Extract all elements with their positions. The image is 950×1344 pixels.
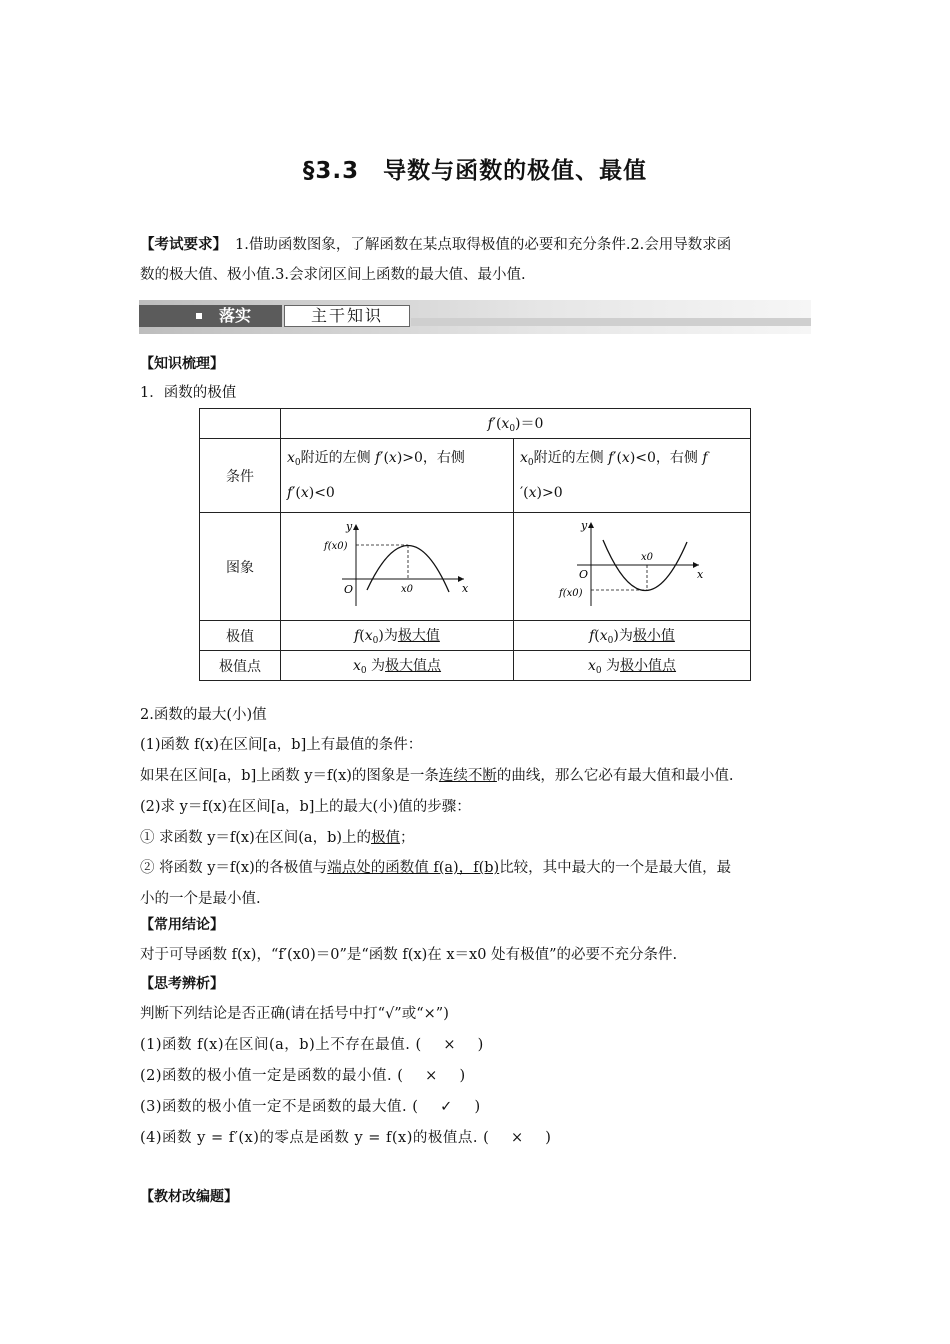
banner-light-label: 主干知识 <box>284 305 410 327</box>
judge-item-2: (2)函数的极小值一定是函数的最小值. ( × ) <box>140 1068 466 1084</box>
graph-min-cell <box>514 513 751 621</box>
knowledge-item2: 2.函数的最大(小)值 <box>140 707 267 723</box>
exam-requirements <box>140 230 812 290</box>
graph-min-y-arrow <box>588 522 594 528</box>
judge-item-4-text: (4)函数 y = f′(x)的零点是函数 y = f(x)的极值点. <box>140 1130 478 1146</box>
row-graph-label: 图象 <box>200 513 281 621</box>
graph-max-x0: x0 <box>401 583 414 595</box>
banner-stripe <box>411 318 811 326</box>
p5-text-b: 比较，其中最大的一个是最大值，最 <box>499 860 732 876</box>
p4-underline: 极值 <box>371 830 401 846</box>
graph-max-fx0: f(x0) <box>324 540 348 552</box>
graph-min-origin: O <box>579 567 589 581</box>
judge-item-1-text: (1)函数 f(x)在区间(a，b)上不存在最值. <box>140 1037 411 1053</box>
graph-min-y-label: y <box>581 519 588 532</box>
exam-requirements-line1: 1.借助函数图象，了解函数在某点取得极值的必要和充分条件.2.会用导数求函 <box>235 237 732 253</box>
common-heading: 【常用结论】 <box>140 917 224 933</box>
exam-requirements-tag: 【考试要求】 <box>140 237 227 253</box>
graph-min-x-label: x <box>697 567 704 581</box>
banner-dark-label: 落实 <box>219 306 252 325</box>
textbook-heading: 【教材改编题】 <box>140 1189 238 1205</box>
value-min: $f(x_0)$为极小值 <box>514 621 751 651</box>
judge-item-1-mark: × <box>443 1037 456 1053</box>
knowledge-p4 <box>140 826 415 847</box>
extremum-table <box>199 408 751 681</box>
knowledge-p5 <box>140 856 731 877</box>
judge-intro: 判断下列结论是否正确(请在括号中打“√”或“×”) <box>140 1006 449 1022</box>
condition-max: $x_0$附近的左侧 f′(x)>0，右侧 f′(x)<0 <box>281 439 514 513</box>
table-corner <box>200 409 281 439</box>
graph-max-x-label: x <box>462 581 469 595</box>
graph-max <box>322 520 472 610</box>
p4-text-a: ① 求函数 y＝f(x)在区间(a，b)上的 <box>140 830 372 846</box>
banner-dark-block <box>139 305 282 327</box>
p2-underline: 连续不断 <box>438 768 497 784</box>
exam-requirements-line2: 数的极大值、极小值.3.会求闭区间上函数的最大值、最小值. <box>140 267 526 283</box>
graph-max-origin: O <box>344 582 354 596</box>
judge-item-4: (4)函数 y = f′(x)的零点是函数 y = f(x)的极值点. ( × ) <box>140 1130 552 1146</box>
value-max: $f(x_0)$为极大值 <box>281 621 514 651</box>
point-min: $x_0$ 为极小值点 <box>514 651 751 681</box>
knowledge-item1: 1．函数的极值 <box>140 385 237 401</box>
knowledge-p2 <box>140 764 734 785</box>
banner-square-icon <box>196 313 202 319</box>
judge-item-3: (3)函数的极小值一定不是函数的最大值. ( ✓ ) <box>140 1099 481 1115</box>
graph-max-y-arrow <box>353 524 359 530</box>
p2-text-a: 如果在区间[a，b]上函数 y＝f(x)的图象是一条 <box>140 768 439 784</box>
graph-max-y-label: y <box>346 519 353 533</box>
judge-item-2-mark: × <box>425 1068 438 1084</box>
knowledge-p1: (1)函数 f(x)在区间[a，b]上有最值的条件： <box>140 737 423 753</box>
knowledge-p6: 小的一个是最小值. <box>140 891 261 907</box>
section-banner <box>139 300 811 334</box>
judge-item-4-mark: × <box>510 1130 524 1146</box>
judge-heading: 【思考辨析】 <box>140 976 224 992</box>
graph-max-cell <box>281 513 514 621</box>
condition-min: $x_0$附近的左侧 f′(x)<0，右侧 f ′(x)>0 <box>514 439 751 513</box>
graph-min-fx0: f(x0) <box>559 587 583 599</box>
point-max: $x_0$ 为极大值点 <box>281 651 514 681</box>
graph-min <box>557 520 707 610</box>
common-text: 对于可导函数 f(x)，“f′(x0)＝0”是“函数 f(x)在 x＝x0 处有极值”的必要不充分条件. <box>140 947 678 963</box>
page-title: §3.3 导数与函数的极值、最值 <box>302 158 648 184</box>
judge-item-2-text: (2)函数的极小值一定是函数的最小值. <box>140 1068 393 1084</box>
p4-text-b: ； <box>400 830 415 846</box>
knowledge-heading: 【知识梳理】 <box>140 356 224 372</box>
row-value-label: 极值 <box>200 621 281 651</box>
p5-underline: 端点处的函数值 f(a)，f(b) <box>327 860 500 876</box>
table-header: $f'(x_0)=0$ <box>281 409 751 439</box>
judge-item-3-text: (3)函数的极小值一定不是函数的最大值. <box>140 1099 408 1115</box>
knowledge-p3: (2)求 y＝f(x)在区间[a，b]上的最大(小)值的步骤： <box>140 799 471 815</box>
p5-text-a: ② 将函数 y＝f(x)的各极值与 <box>140 860 328 876</box>
judge-item-3-mark: ✓ <box>440 1099 453 1115</box>
judge-item-1: (1)函数 f(x)在区间(a，b)上不存在最值. ( × ) <box>140 1037 484 1053</box>
row-condition-label: 条件 <box>200 439 281 513</box>
graph-min-x0: x0 <box>641 551 654 563</box>
p2-text-b: 的曲线，那么它必有最大值和最小值. <box>496 768 734 784</box>
row-point-label: 极值点 <box>200 651 281 681</box>
